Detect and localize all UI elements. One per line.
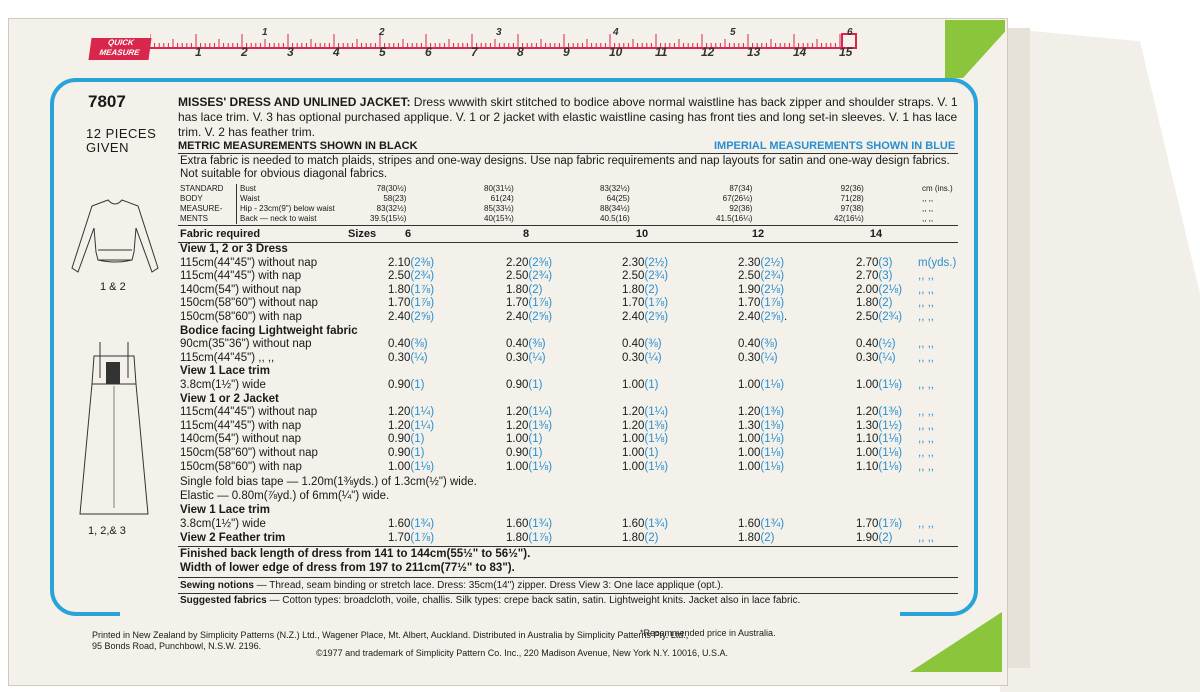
fabric-row-label: 140cm(54") without nap (180, 433, 302, 446)
ruler-cm-15: 15 (839, 45, 853, 59)
elastic: Elastic — 0.80m(⅞yd.) of 6mm(¼") wide. (180, 490, 390, 502)
divider (178, 546, 958, 547)
fabric-value: 1.00(1⅛) (388, 460, 435, 473)
fabric-value: 2.30(2½) (738, 256, 785, 269)
fabric-value: 0.40(⅜) (738, 338, 778, 351)
ruler-label-line2: MEASURE (98, 48, 141, 57)
fabric-row-label: View 1 or 2 Jacket (180, 392, 279, 405)
fabric-unit: ,, ,, (918, 283, 934, 296)
bm-column (834, 184, 864, 224)
fabric-row-label: View 2 Feather trim (180, 532, 286, 544)
lower-edge-width: Width of lower edge of dress from 197 to 211cm(77½" to 83"). (180, 562, 515, 574)
bm-column (600, 184, 630, 224)
fabric-value: 1.10(1⅛) (856, 460, 903, 473)
fabric-unit: ,, ,, (918, 297, 934, 310)
size-header-10: 10 (635, 228, 649, 240)
bm-value: 39.5(15½) (370, 214, 407, 223)
ruler-cm-2: 2 (241, 45, 248, 59)
fabric-unit: ,, ,, (918, 379, 934, 391)
suggested-fabrics (180, 595, 800, 606)
fabric-value: 2.50(2¾) (622, 270, 669, 283)
ruler-in-4: 4 (613, 27, 619, 38)
fabric-value: 1.70(1⅞) (738, 297, 785, 310)
fabric-value: 1.20(1⅜) (856, 406, 903, 419)
sewing-notions (180, 580, 723, 591)
fabric-value: 0.40(⅜) (506, 338, 546, 351)
fabric-row-label: 115cm(44"45") with nap (180, 270, 302, 283)
bm-unit-line: ,, ,, (922, 204, 934, 213)
bm-value: 58(23) (383, 194, 407, 203)
bm-value: 80(31½) (484, 184, 514, 193)
fabric-unit: ,, ,, (918, 406, 934, 419)
fabric-value: 1.60(1¾) (622, 518, 669, 530)
fabric-unit: ,, ,, (918, 311, 934, 323)
bm-value: 67(26½) (722, 194, 753, 203)
fabric-value: 1.90(2) (856, 532, 893, 544)
fabric-row-label: 140cm(54") without nap (180, 283, 302, 296)
fabric-value: 1.70(1⅞) (388, 297, 435, 310)
fabric-unit: ,, ,, (918, 270, 934, 283)
fabric-value: 2.50(2¾) (388, 270, 435, 283)
fabric-value: 1.80(2) (856, 297, 893, 310)
fabric-value: 1.00(1⅛) (738, 460, 785, 473)
ruler-cm-10: 10 (609, 45, 623, 59)
ruler-in-2: 2 (379, 27, 385, 38)
fabric-value: 2.40(2⅝) (506, 311, 553, 323)
divider (178, 225, 958, 226)
fabric-required-label: Fabric required (180, 228, 261, 240)
fabric-value: 1.80(2) (738, 532, 775, 544)
metric-header: METRIC MEASUREMENTS SHOWN IN BLACK (178, 140, 418, 152)
fabric-value: 1.00(1) (506, 433, 543, 446)
size-header-8: 8 (522, 228, 530, 240)
fabric-value: 2.40(2⅝) (388, 311, 435, 323)
fabric-row-label: View 1 Lace trim (180, 504, 270, 516)
description-text: Dress wwwith skirt stitched to bodice above normal waistline has back zipper and shoulder straps. V. 1 has lace trim. V. 3 has optional purchased applique. V. 1 or 2 jacket with elastic waistline casing has front ties and long set-in sleeves. V. 1 has lace trim. V. 2 has feather trim. (178, 95, 958, 139)
fabric-value: 1.70(1⅞) (856, 518, 903, 530)
fabric-unit: ,, ,, (918, 433, 934, 446)
sketch-label-jacket: 1 & 2 (100, 281, 126, 293)
bias-tape: Single fold bias tape — 1.20m(1⅜yds.) of 1.3cm(½") wide. (180, 476, 477, 488)
bm-label-line: MEASURE- (180, 204, 223, 213)
fabric-value: 2.00(2⅛) (856, 283, 903, 296)
fabric-value: 1.70(1⅞) (506, 297, 553, 310)
description-title: MISSES' DRESS AND UNLINED JACKET: (178, 95, 411, 109)
fabric-value: 1.20(1¼) (506, 406, 553, 419)
bm-row-name: Bust (240, 184, 257, 193)
ruler-cm-9: 9 (563, 45, 570, 59)
fabric-value: 1.20(1¼) (622, 406, 669, 419)
fabric-value: 0.90(1) (388, 379, 425, 391)
fabric-value: 0.90(1) (506, 379, 543, 391)
fabric-value: 2.40(2⅝). (738, 311, 788, 323)
fabric-value: 1.60(1¾) (738, 518, 785, 530)
ruler-cm-6: 6 (425, 45, 432, 59)
fabric-row-label: 3.8cm(1½") wide (180, 379, 266, 391)
fabric-value: 0.90(1) (388, 433, 425, 446)
fabric-value: 1.00(1⅛) (738, 447, 785, 459)
fabric-value: 1.00(1⅛) (856, 379, 903, 391)
ruler-cm-1: 1 (195, 45, 202, 59)
ruler-in-1: 1 (262, 27, 268, 38)
bm-value: 83(32½) (376, 204, 407, 213)
ruler-cm-5: 5 (379, 45, 386, 59)
fabric-value: 1.60(1¾) (388, 518, 435, 530)
pieces-line1: 12 PIECES (86, 126, 157, 141)
fabric-unit: ,, ,, (918, 338, 934, 351)
ruler-cm-11: 11 (655, 45, 668, 59)
ruler-in-5: 5 (730, 27, 736, 38)
bm-row-name: Back — neck to waist (240, 214, 317, 223)
divider (178, 153, 958, 154)
ruler-cm-14: 14 (793, 45, 807, 59)
fabric-value: 1.10(1⅛) (856, 433, 903, 446)
bm-unit-line: ,, ,, (922, 194, 934, 203)
size-header-12: 12 (751, 228, 765, 240)
fabric-value: 1.20(1⅜) (622, 419, 669, 432)
footer-right-2: ©1977 and trademark of Simplicity Pattern Co. Inc., 220 Madison Avenue, New York N.Y. 10016, U.S.A. (316, 648, 729, 658)
bm-label-line: MENTS (180, 214, 208, 223)
fabric-row-label: 150cm(58"60") with nap (180, 460, 302, 473)
envelope-flap (1000, 28, 1200, 692)
sketch-label-dress: 1, 2,& 3 (88, 525, 126, 537)
ruler-cm-4: 4 (333, 45, 340, 59)
fabric-value: 1.00(1⅛) (856, 447, 903, 459)
fabric-unit: ,, ,, (918, 351, 934, 364)
fabric-value: 1.80(1⅞) (388, 283, 435, 296)
ruler-in-3: 3 (496, 27, 502, 38)
bm-column (716, 184, 752, 224)
fabric-row-label: View 1 Lace trim (180, 365, 270, 378)
bm-value: 92(36) (729, 204, 753, 213)
fabric-value: 2.10(2⅜) (388, 256, 435, 269)
fabric-value: 1.00(1⅛) (738, 433, 785, 446)
bm-value: 71(28) (840, 194, 864, 203)
bm-value: 40.5(16) (600, 214, 630, 223)
pattern-description (178, 95, 968, 140)
fabric-value: 0.30(¼) (738, 351, 778, 364)
bm-value: 78(30½) (376, 184, 407, 193)
sizes-label: Sizes (348, 228, 377, 240)
fabric-row-label: Bodice facing Lightweight fabric (180, 324, 358, 337)
fabrics-label: Suggested fabrics (180, 595, 267, 606)
fabric-unit: m(yds.) (918, 256, 957, 269)
notions-text: — Thread, seam binding or stretch lace. Dress: 35cm(14") zipper. Dress View 3: One lace applique (opt.). (253, 580, 724, 591)
bm-value: 42(16½) (834, 214, 864, 223)
fabric-value: 1.90(2⅛) (738, 283, 785, 296)
fabric-value: 0.90(1) (506, 447, 543, 459)
imperial-header: IMPERIAL MEASUREMENTS SHOWN IN BLUE (714, 140, 956, 152)
bm-value: 61(24) (490, 194, 514, 203)
fabric-unit: ,, ,, (918, 532, 934, 544)
bm-unit-line: ,, ,, (922, 214, 934, 223)
fabric-value: 1.00(1⅛) (622, 433, 669, 446)
bm-value: 85(33½) (484, 204, 514, 213)
bm-value: 41.5(16¼) (716, 214, 753, 223)
fabric-value: 2.50(2¾) (738, 270, 785, 283)
notions-label: Sewing notions (180, 580, 254, 591)
fabric-value: 1.80(2) (622, 283, 659, 296)
bm-label-line: BODY (180, 194, 203, 203)
fabric-value: 2.50(2¾) (506, 270, 553, 283)
fabric-row-label: 150cm(58"60") with nap (180, 311, 302, 323)
body-measurements-label (180, 184, 223, 224)
fabric-value: 0.90(1) (388, 447, 425, 459)
fabric-row-label: 115cm(44"45") with nap (180, 419, 302, 432)
fabric-unit: ,, ,, (918, 518, 934, 530)
fabric-value: 1.00(1⅛) (622, 460, 669, 473)
fabric-value: 2.70(3) (856, 256, 893, 269)
bm-unit-line: cm (ins.) (922, 184, 953, 193)
fabric-row-label: 115cm(44"45") ,, ,, (180, 351, 275, 364)
ruler-cm-7: 7 (471, 45, 478, 59)
ruler-cm-3: 3 (287, 45, 294, 59)
fabric-value: 1.00(1⅛) (738, 379, 785, 391)
bm-value: 87(34) (729, 184, 753, 193)
bm-value: 64(25) (606, 194, 630, 203)
bm-value: 97(38) (840, 204, 864, 213)
bm-label-line: STANDARD (180, 184, 224, 193)
finished-length: Finished back length of dress from 141 to 144cm(55½" to 56½"). (180, 548, 531, 560)
fabric-value: 0.30(¼) (506, 351, 546, 364)
fabric-value: 1.20(1⅜) (738, 406, 785, 419)
fabric-value: 2.20(2⅜) (506, 256, 553, 269)
fabric-value: 1.20(1⅜) (506, 419, 553, 432)
fabric-value: 1.80(2) (506, 283, 543, 296)
fabric-value: 0.30(¼) (388, 351, 428, 364)
bm-row-name: Hip - 23cm(9") below waist (240, 204, 335, 213)
bm-value: 83(32½) (600, 184, 630, 193)
fabric-value: 1.00(1) (622, 447, 659, 459)
ruler-cm-12: 12 (701, 45, 715, 59)
fabric-value: 1.30(1⅜) (738, 419, 785, 432)
fabric-value: 1.80(1⅞) (506, 532, 553, 544)
bm-row-name: Waist (240, 194, 260, 203)
fabric-value: 1.70(1⅞) (388, 532, 435, 544)
fabric-value: 0.40(⅜) (622, 338, 662, 351)
bm-value: 40(15¾) (484, 214, 514, 223)
size-header-14: 14 (869, 228, 883, 240)
fabric-row-label: 150cm(58"60") without nap (180, 447, 318, 459)
fabrics-text: — Cotton types: broadcloth, voile, challis. Silk types: crepe back satin, satin. Lightweight knits. Jacket also in lace fabric. (266, 595, 801, 606)
fabric-value: 0.30(¼) (622, 351, 662, 364)
fabric-row-label: 115cm(44"45") without nap (180, 256, 318, 269)
pattern-number: 7807 (88, 92, 126, 111)
fabric-value: 2.30(2½) (622, 256, 669, 269)
size-header-6: 6 (404, 228, 412, 240)
bm-value: 88(34½) (600, 204, 630, 213)
bm-value: 92(36) (840, 184, 864, 193)
ruler-cm-8: 8 (517, 45, 524, 59)
fabric-value: 1.60(1¾) (506, 518, 553, 530)
fabric-value: 1.00(1) (622, 379, 659, 391)
fabric-row-label: 90cm(35"36") without nap (180, 338, 312, 351)
divider (178, 242, 958, 243)
fabric-value: 2.50(2¾) (856, 311, 903, 323)
fabric-value: 0.40(½) (856, 338, 896, 351)
quick-measure-label (88, 38, 151, 60)
fabric-value: 1.30(1½) (856, 419, 903, 432)
fabric-unit: ,, ,, (918, 460, 934, 473)
bm-column (370, 184, 406, 224)
fabric-row-label: View 1, 2 or 3 Dress (180, 243, 288, 255)
fabric-value: 1.80(2) (622, 532, 659, 544)
footer-right-1: *Recommended price in Australia. (640, 628, 776, 638)
divider (178, 577, 958, 578)
fabric-row-label: 115cm(44"45") without nap (180, 406, 318, 419)
fabric-value: 0.40(⅜) (388, 338, 428, 351)
fabric-unit: ,, ,, (918, 447, 934, 459)
fabric-value: 1.00(1⅛) (506, 460, 553, 473)
fabric-row-label: 150cm(58"60") without nap (180, 297, 318, 310)
fabric-value: 1.20(1¼) (388, 419, 435, 432)
ruler-label-line1: QUICK (107, 38, 135, 47)
bm-column (484, 184, 514, 224)
fabric-note: Extra fabric is needed to match plaids, stripes and one-way designs. Use nap fabric requirements and nap layouts for satin and one-way design fabrics. Not suitable for obvious diagonal fabrics. (180, 155, 950, 180)
fabric-value: 0.30(¼) (856, 351, 896, 364)
fabric-unit: ,, ,, (918, 419, 934, 432)
footer-left-2: 95 Bonds Road, Punchbowl, N.S.W. 2196. (92, 641, 262, 651)
jacket-sketch (60, 180, 170, 280)
pieces-count (86, 127, 156, 155)
pieces-line2: GIVEN (86, 140, 129, 155)
ruler-in-6: 6 (847, 27, 853, 38)
fabric-value: 2.70(3) (856, 270, 893, 283)
fabric-value: 1.70(1⅞) (622, 297, 669, 310)
body-measurements-unit (922, 184, 953, 224)
ruler-cm-13: 13 (747, 45, 761, 59)
fabric-row-label: 3.8cm(1½") wide (180, 518, 266, 530)
fabric-value: 2.40(2⅝) (622, 311, 669, 323)
body-measurements-rows (236, 184, 335, 224)
fabric-value: 1.20(1¼) (388, 406, 435, 419)
dress-sketch (70, 338, 160, 518)
footer-left-1: Printed in New Zealand by Simplicity Patterns (N.Z.) Ltd., Wagener Place, Mt. Albert, Auckland. Distributed in Australia by Simplicity Patterns Pty. Ltd., (92, 630, 689, 640)
divider (178, 593, 958, 594)
